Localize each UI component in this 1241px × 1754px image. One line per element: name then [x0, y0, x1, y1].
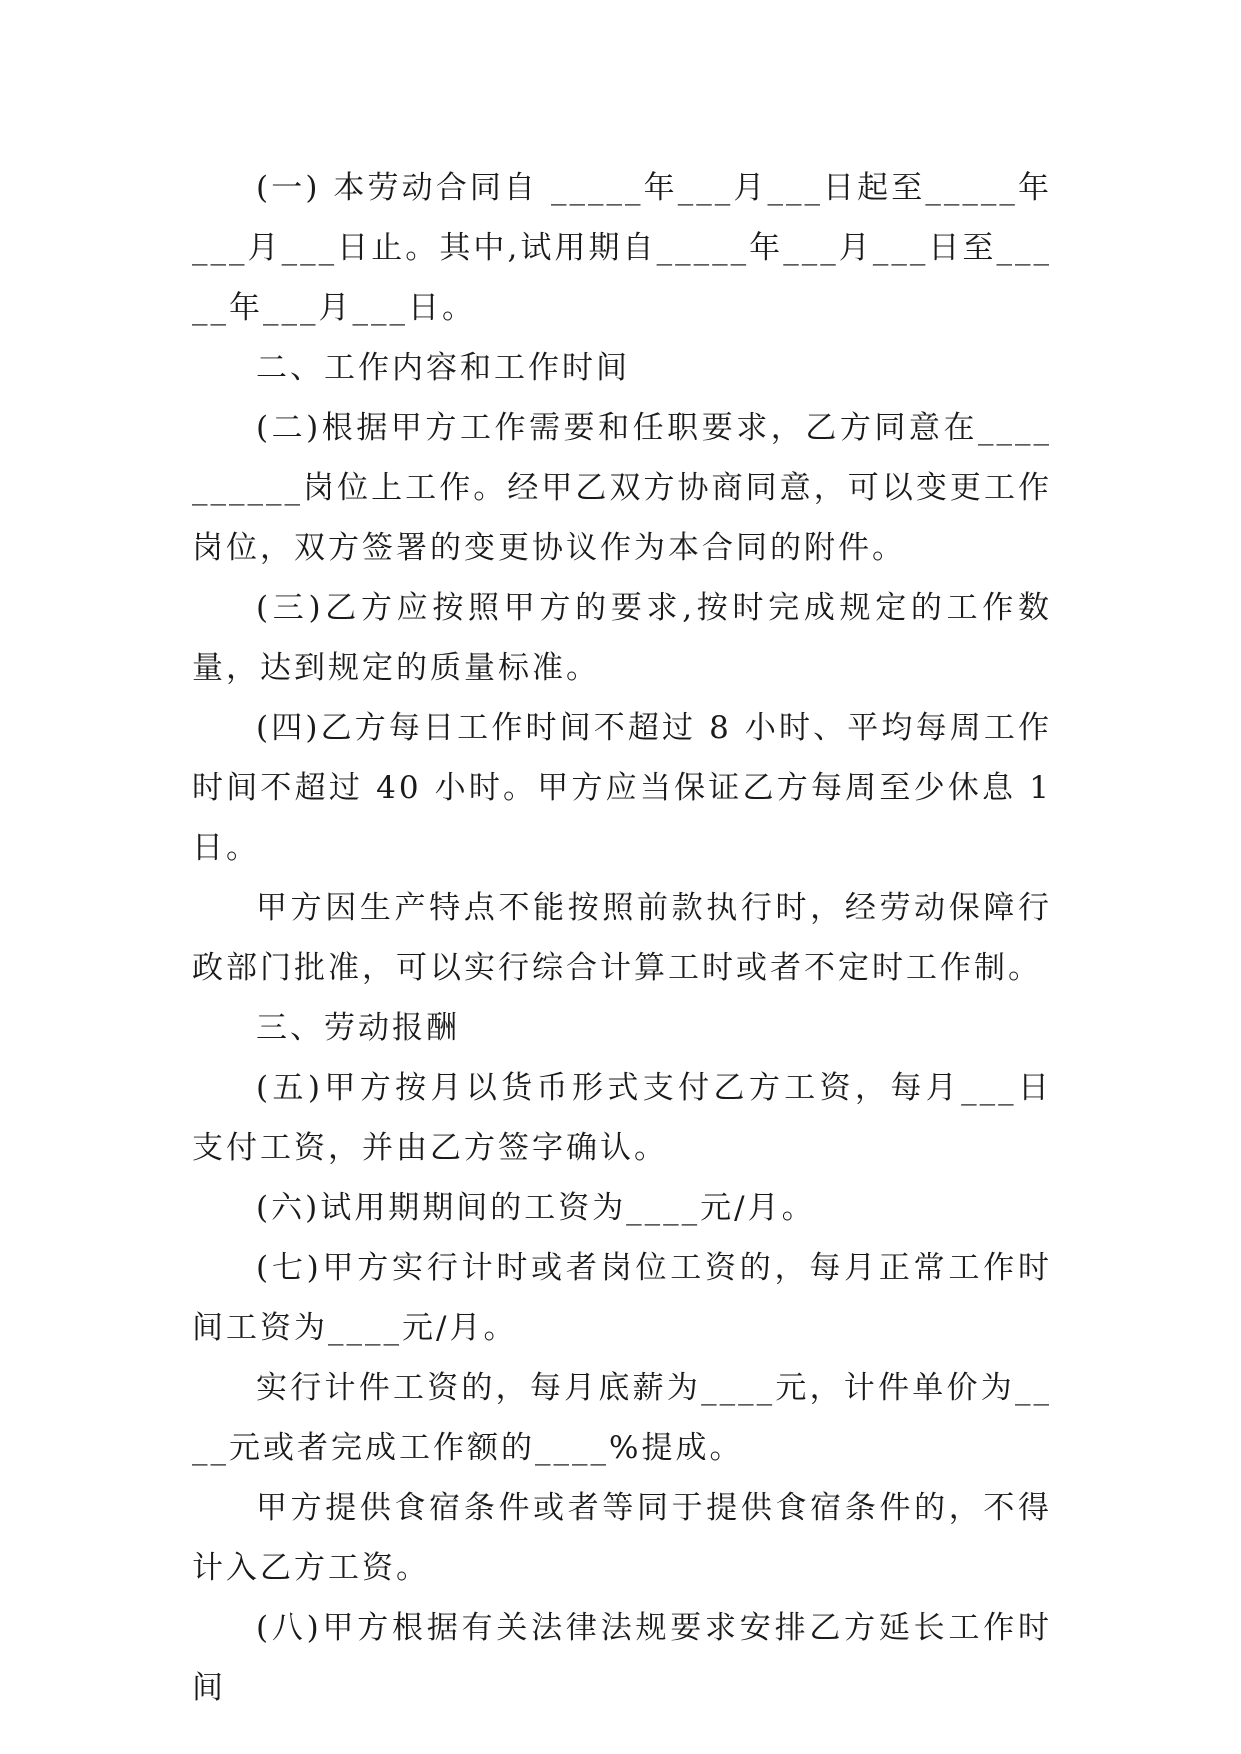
- document-body: [192, 158, 1052, 1718]
- overtime-clause: (八)甲方根据有关法律法规要求安排乙方延长工作时间: [192, 1610, 1052, 1706]
- job-position-clause: (二)根据甲方工作需要和任职要求，乙方同意在__________岗位上工作。经甲乙双方协商同意，可以变更工作岗位，双方签署的变更协议作为本合同的附件。: [192, 410, 1052, 566]
- contract-term-clause: (一) 本劳动合同自 _____年___月___日起至_____年___月___日止。其中,试用期自_____年___月___日至_____年___月___日。: [192, 170, 1052, 326]
- piece-wage-clause: 实行计件工资的，每月底薪为____元，计件单价为____元或者完成工作额的____%提成。: [192, 1370, 1052, 1466]
- board-lodging-clause: 甲方提供食宿条件或者等同于提供食宿条件的，不得计入乙方工资。: [192, 1490, 1052, 1586]
- section-heading-work: 二、工作内容和工作时间: [256, 350, 630, 386]
- work-quantity-clause: (三)乙方应按照甲方的要求,按时完成规定的工作数量，达到规定的质量标准。: [192, 590, 1052, 686]
- probation-pay-clause: (六)试用期期间的工资为____元/月。: [256, 1190, 816, 1226]
- working-hours-exception: 甲方因生产特点不能按照前款执行时，经劳动保障行政部门批准，可以实行综合计算工时或者不定时工作制。: [192, 890, 1052, 986]
- time-wage-clause: (七)甲方实行计时或者岗位工资的，每月正常工作时间工资为____元/月。: [192, 1250, 1052, 1346]
- section-heading-pay: 三、劳动报酬: [256, 1010, 460, 1046]
- monthly-pay-clause: (五)甲方按月以货币形式支付乙方工资，每月___日支付工资，并由乙方签字确认。: [192, 1070, 1052, 1166]
- working-hours-clause: (四)乙方每日工作时间不超过 8 小时、平均每周工作时间不超过 40 小时。甲方应当保证乙方每周至少休息 1 日。: [192, 710, 1052, 866]
